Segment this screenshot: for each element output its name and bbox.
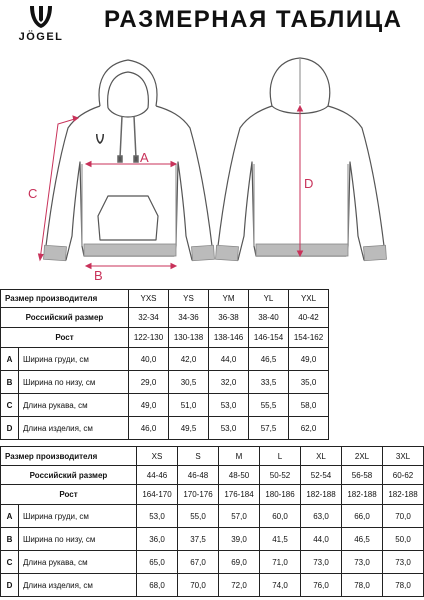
russian-cell: 40-42: [289, 308, 329, 328]
label-a: A: [140, 150, 149, 165]
value-cell: 41,5: [260, 528, 301, 551]
size-cell: XS: [137, 447, 178, 466]
height-cell: 176-184: [219, 485, 260, 505]
value-cell: 42,0: [169, 348, 209, 371]
value-cell: 55,5: [249, 394, 289, 417]
value-cell: 51,0: [169, 394, 209, 417]
value-cell: 39,0: [219, 528, 260, 551]
value-cell: 46,5: [342, 528, 383, 551]
russian-cell: 50-52: [260, 466, 301, 485]
height-cell: 164-170: [137, 485, 178, 505]
russian-cell: 38-40: [249, 308, 289, 328]
table-row: [1, 485, 424, 505]
table-row: [1, 308, 329, 328]
table-row: [1, 394, 329, 417]
value-cell: 32,0: [209, 371, 249, 394]
russian-label: Российский размер: [1, 466, 137, 485]
size-cell: YS: [169, 290, 209, 308]
value-cell: 33,5: [249, 371, 289, 394]
brand-logo: [10, 4, 72, 46]
row-name: Длина рукава, см: [19, 551, 137, 574]
russian-cell: 56-58: [342, 466, 383, 485]
row-name: Ширина груди, см: [19, 348, 129, 371]
value-cell: 71,0: [260, 551, 301, 574]
table-row: [1, 328, 329, 348]
row-letter: D: [1, 574, 19, 597]
header-label: Размер производителя: [1, 290, 129, 308]
row-name: Длина изделия, см: [19, 574, 137, 597]
value-cell: 67,0: [178, 551, 219, 574]
hoodie-front: [44, 60, 214, 260]
label-b: B: [94, 268, 103, 282]
value-cell: 57,0: [219, 505, 260, 528]
row-name: Ширина по низу, см: [19, 371, 129, 394]
value-cell: 60,0: [260, 505, 301, 528]
value-cell: 50,0: [383, 528, 424, 551]
row-name: Ширина по низу, см: [19, 528, 137, 551]
russian-cell: 36-38: [209, 308, 249, 328]
value-cell: 46,0: [129, 417, 169, 440]
value-cell: 58,0: [289, 394, 329, 417]
hoodie-diagram: [0, 46, 424, 282]
value-cell: 78,0: [342, 574, 383, 597]
height-cell: 170-176: [178, 485, 219, 505]
value-cell: 62,0: [289, 417, 329, 440]
value-cell: 30,5: [169, 371, 209, 394]
height-cell: 122-130: [129, 328, 169, 348]
height-cell: 180-186: [260, 485, 301, 505]
size-table-adult: [0, 446, 424, 597]
height-cell: 138-146: [209, 328, 249, 348]
value-cell: 76,0: [301, 574, 342, 597]
row-letter: D: [1, 417, 19, 440]
value-cell: 44,0: [209, 348, 249, 371]
height-cell: 130-138: [169, 328, 209, 348]
height-label: Рост: [1, 328, 129, 348]
measure-d: [298, 106, 303, 256]
row-name: Длина изделия, см: [19, 417, 129, 440]
row-letter: A: [1, 348, 19, 371]
value-cell: 35,0: [289, 371, 329, 394]
russian-cell: 60-62: [383, 466, 424, 485]
value-cell: 78,0: [383, 574, 424, 597]
row-letter: A: [1, 505, 19, 528]
value-cell: 29,0: [129, 371, 169, 394]
jogel-logo-icon: [27, 4, 55, 30]
height-cell: 182-188: [301, 485, 342, 505]
size-table-kids: [0, 289, 329, 440]
value-cell: 40,0: [129, 348, 169, 371]
row-letter: B: [1, 528, 19, 551]
value-cell: 73,0: [383, 551, 424, 574]
table-row: [1, 371, 329, 394]
size-cell: XL: [301, 447, 342, 466]
value-cell: 63,0: [301, 505, 342, 528]
value-cell: 66,0: [342, 505, 383, 528]
russian-cell: 48-50: [219, 466, 260, 485]
russian-label: Российский размер: [1, 308, 129, 328]
size-cell: YM: [209, 290, 249, 308]
height-cell: 154-162: [289, 328, 329, 348]
measure-a: [86, 162, 176, 167]
value-cell: 55,0: [178, 505, 219, 528]
value-cell: 65,0: [137, 551, 178, 574]
value-cell: 57,5: [249, 417, 289, 440]
value-cell: 49,0: [289, 348, 329, 371]
label-d: D: [304, 176, 314, 191]
russian-cell: 44-46: [137, 466, 178, 485]
size-cell: YXL: [289, 290, 329, 308]
value-cell: 53,0: [209, 394, 249, 417]
table-row: [1, 417, 329, 440]
size-cell: L: [260, 447, 301, 466]
height-cell: 146-154: [249, 328, 289, 348]
value-cell: 69,0: [219, 551, 260, 574]
value-cell: 70,0: [178, 574, 219, 597]
row-name: Ширина груди, см: [19, 505, 137, 528]
value-cell: 73,0: [342, 551, 383, 574]
value-cell: 49,0: [129, 394, 169, 417]
header: [0, 0, 424, 46]
value-cell: 68,0: [137, 574, 178, 597]
page-title: РАЗМЕРНАЯ ТАБЛИЦА: [104, 6, 403, 33]
hoodie-back: [216, 58, 386, 260]
russian-cell: 34-36: [169, 308, 209, 328]
value-cell: 74,0: [260, 574, 301, 597]
header-label: Размер производителя: [1, 447, 137, 466]
table-row: [1, 574, 424, 597]
value-cell: 72,0: [219, 574, 260, 597]
size-cell: 3XL: [383, 447, 424, 466]
size-cell: M: [219, 447, 260, 466]
size-cell: S: [178, 447, 219, 466]
row-letter: C: [1, 394, 19, 417]
table-row: [1, 528, 424, 551]
row-letter: C: [1, 551, 19, 574]
value-cell: 70,0: [383, 505, 424, 528]
height-cell: 182-188: [383, 485, 424, 505]
russian-cell: 32-34: [129, 308, 169, 328]
table-row: [1, 447, 424, 466]
russian-cell: 52-54: [301, 466, 342, 485]
value-cell: 53,0: [137, 505, 178, 528]
value-cell: 46,5: [249, 348, 289, 371]
value-cell: 53,0: [209, 417, 249, 440]
table-row: [1, 551, 424, 574]
height-label: Рост: [1, 485, 137, 505]
table-row: [1, 466, 424, 485]
size-cell: YXS: [129, 290, 169, 308]
measure-c: [39, 116, 79, 260]
value-cell: 73,0: [301, 551, 342, 574]
front-logo-icon: [96, 134, 104, 144]
table-row: [1, 348, 329, 371]
table-row: [1, 290, 329, 308]
label-c: C: [28, 186, 38, 201]
row-letter: B: [1, 371, 19, 394]
drawstrings: [118, 116, 138, 162]
row-name: Длина рукава, см: [19, 394, 129, 417]
table-row: [1, 505, 424, 528]
value-cell: 49,5: [169, 417, 209, 440]
value-cell: 36,0: [137, 528, 178, 551]
size-cell: 2XL: [342, 447, 383, 466]
brand-name: JÖGEL: [18, 31, 64, 43]
height-cell: 182-188: [342, 485, 383, 505]
value-cell: 37,5: [178, 528, 219, 551]
value-cell: 44,0: [301, 528, 342, 551]
russian-cell: 46-48: [178, 466, 219, 485]
size-cell: YL: [249, 290, 289, 308]
